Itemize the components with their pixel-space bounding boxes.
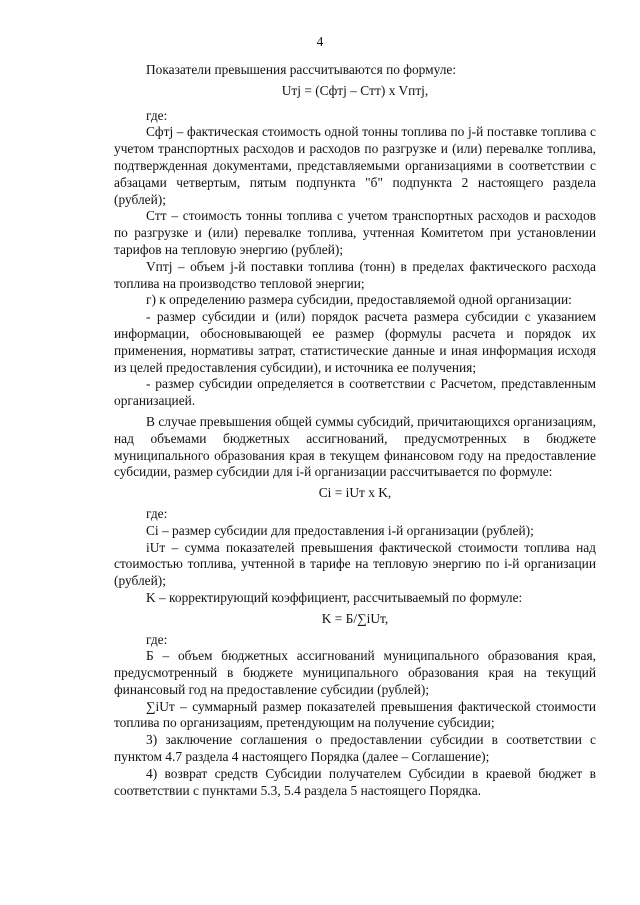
paragraph-subsidy-by-calculation: - размер субсидии определяется в соответствии с Расчетом, представленным организацией. <box>114 376 596 409</box>
paragraph-sum-iut-definition: ∑iUт – суммарный размер показателей превышения фактической стоимости топлива по организациям, претендующим на получение субсидии; <box>114 698 596 731</box>
paragraph-intro-formula: Показатели превышения рассчитываются по формуле: <box>146 62 457 77</box>
paragraph-k-definition: K – корректирующий коэффициент, рассчитываемый по формуле: <box>146 589 523 605</box>
paragraph-refund: 4) возврат средств Субсидии получателем Субсидии в краевой бюджет в соответствии с пунктами 5.3, 5.4 раздела 5 настоящего Порядка. <box>114 765 596 798</box>
paragraph-subsidy-calc-order: - размер субсидии и (или) порядок расчета размера субсидии с указанием информации, обосновывающей ее размер (формулы расчета и порядок их применения, нормативы затрат, статистические данные и иная информация исходя из целей предоставления субсидии), и источника ее получения; <box>114 309 596 375</box>
paragraph-agreement: 3) заключение соглашения о предоставлении субсидии в соответствии с пунктом 4.7 раздела 4 настоящего Порядка (далее – Соглашение); <box>114 732 596 765</box>
paragraph-b-definition: Б – объем бюджетных ассигнований муниципального образования края, предусмотренный в бюджете муниципального образования края на текущий финансовый год на предоставление субсидии (рублей); <box>114 648 596 697</box>
paragraph-cftj-definition: Cфтj – фактическая стоимость одной тонны топлива по j-й поставке топлива с учетом транспортных расходов и расходов по разгрузке и (или) перевалке топлива, подтвержденная документами, представляемыми организациями в соответствии с абзацами четвертым, пятым подпункта "б" подпункта 2 настоящего раздела (рублей); <box>114 124 596 207</box>
paragraph-vptj-definition: Vптj – объем j-й поставки топлива (тонн) в пределах фактического расхода топлива на производство тепловой энергии; <box>114 258 596 291</box>
formula-excess: Uтj = (Cфтj – Cтт) x Vптj, <box>281 82 429 98</box>
where-label: где: <box>146 505 168 521</box>
paragraph-iut-definition: iUт – сумма показателей превышения фактической стоимости топлива над стоимостью топлива, учтенной в тарифе на тепловую энергию по i-й организации (рублей); <box>114 539 596 589</box>
paragraph-ci-definition: Ci – размер субсидии для предоставления i-й организации (рублей); <box>146 522 534 538</box>
paragraph-excess-case: В случае превышения общей суммы субсидий, причитающихся организациям, над объемами бюджетных ассигнований, предусмотренных в бюджете муниципального образования края в текущем финансовом году на предоставление субсидии, размер субсидии для i-й организации рассчитывается по формуле: <box>114 413 596 480</box>
page-number: 4 <box>316 34 324 49</box>
document-body <box>114 62 596 799</box>
where-label: где: <box>146 631 168 647</box>
where-label: где: <box>146 107 168 123</box>
paragraph-subsidy-size-heading: г) к определению размера субсидии, предоставляемой одной организации: <box>146 292 572 308</box>
formula-k: K = Б/∑iUт, <box>321 610 389 626</box>
paragraph-ctt-definition: Cтт – стоимость тонны топлива с учетом транспортных расходов и расходов по разгрузке и (или) перевалке топлива, учтенная Комитетом при установлении тарифов на тепловую энергию (рублей); <box>114 208 596 257</box>
formula-ci: Ci = iUт x K, <box>318 485 392 501</box>
